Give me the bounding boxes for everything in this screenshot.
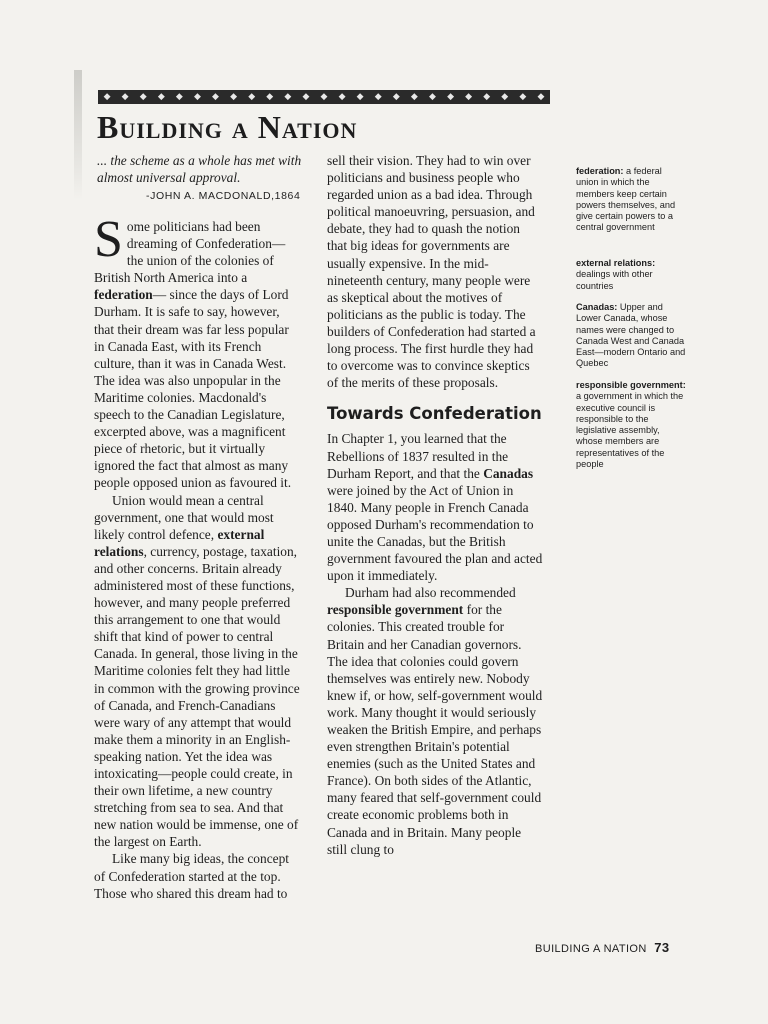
page-number: 73 bbox=[654, 940, 670, 955]
decorative-banner: ◆ ◆ ◆ ◆ ◆ ◆ ◆ ◆ ◆ ◆ ◆ ◆ ◆ ◆ ◆ ◆ ◆ ◆ ◆ ◆ ◆ ◆ ◆ ◆ ◆ bbox=[98, 90, 550, 104]
glossary-term: external relations: bbox=[576, 258, 656, 268]
glossary-term: external relations bbox=[94, 526, 265, 559]
glossary-term: Canadas bbox=[483, 465, 534, 481]
glossary-entry bbox=[576, 166, 686, 234]
paragraph: Union would mean a central government, one that would most likely control defence, external relations, currency, postage, taxation, and other concerns. Britain already administered most of these functions, however, and many people preferred this arrangement to one that would shift that kind of power to central Canada. In general, those living in the Maritime colonies felt they had little in common with the growing province of Canada, and French-Canadians were wary of any attempt that would make them a minority in an English-speaking nation. Yet the idea was intoxicating—people could create, in their own lifetime, a new country stretching from sea to sea. And that new nation would be immense, one of the largest on Earth. bbox=[94, 492, 300, 850]
binding-shadow bbox=[74, 70, 82, 200]
paragraph: sell their vision. They had to win over politicians and business people who regarded union as a bad idea. Through political manoeuvring, persuasion, and debate, they had to quash the notion that big ideas for governments are usually expensive. In the mid-nineteenth century, many people were as skeptical about the motives of politicians as the public is today. The builders of Confederation had started a long process. The first hurdle they had to overcome was to convince skeptics of the merits of these proposals. bbox=[327, 153, 536, 391]
chapter-title: Building a Nation bbox=[97, 109, 358, 145]
paragraph: Like many big ideas, the concept of Confederation started at the top. Those who shared this dream had to bbox=[94, 851, 289, 901]
glossary-entry bbox=[576, 380, 686, 470]
paragraph: In Chapter 1, you learned that the Rebellions of 1837 resulted in the Durham Report, and that the Canadas were joined by the Act of Union in 1840. Many people in French Canada opposed Durham's recommendation to unite the Canadas, but the British government favoured the plan and acted upon it immediately. bbox=[327, 431, 543, 584]
paragraph: Some politicians had been dreaming of Confederation—the union of the colonies of British North America into a federation— since the days of Lord Durham. It is safe to say, however, that their dream was far less popular in Canada East, with its French culture, than it was in Canada West. The idea was also unpopular in the Maritime colonies. Macdonald's speech to the Canadian Legislature, excerpted above, was a magnificent piece of rhetoric, but it virtually ignored the fact that almost as many people opposed union as favoured it. bbox=[94, 211, 292, 491]
glossary-definition: dealings with other countries bbox=[576, 269, 653, 291]
glossary-term: responsible government: bbox=[576, 380, 686, 390]
epigraph-attribution: -JOHN A. MACDONALD,1864 bbox=[146, 190, 301, 202]
glossary-definition: a federal union in which the members keep certain powers themselves, and give certain powers to a central government bbox=[576, 166, 676, 233]
glossary-term: federation bbox=[94, 287, 153, 303]
section-heading: Towards Confederation bbox=[327, 404, 542, 424]
glossary-entry bbox=[576, 302, 686, 370]
glossary-definition: Upper and Lower Canada, whose names were changed to Canada West and Canada East—modern Ontario and Quebec bbox=[576, 302, 686, 369]
text-column-left bbox=[94, 211, 301, 902]
glossary-entry bbox=[576, 258, 686, 292]
text-column-middle bbox=[327, 152, 543, 858]
drop-cap: S bbox=[94, 211, 123, 268]
paragraph: Durham had also recommended responsible government for the colonies. This created trouble for Britain and her Canadian governors. The idea that colonies could govern themselves was entirely new. Nobody knew if, or how, self-government would work. Many thought it would seriously weaken the British Empire, and perhaps even strengthen Britain's potential enemies (such as the United States and France). On both sides of the Atlantic, many feared that self-government could create economic problems both in Canada and in Britain. Many people still clung to bbox=[327, 585, 543, 857]
running-footer: BUILDING A NATION bbox=[535, 943, 647, 955]
glossary-term: responsible government bbox=[327, 602, 464, 618]
glossary-term: federation: bbox=[576, 166, 624, 176]
glossary-definition: a government in which the executive council is responsible to the legislative assembly, whose members are representatives of the people bbox=[576, 391, 684, 470]
page-footer bbox=[535, 940, 669, 955]
glossary-term: Canadas: bbox=[576, 302, 618, 312]
epigraph-quote: ... the scheme as a whole has met with almost universal approval. bbox=[97, 153, 302, 185]
